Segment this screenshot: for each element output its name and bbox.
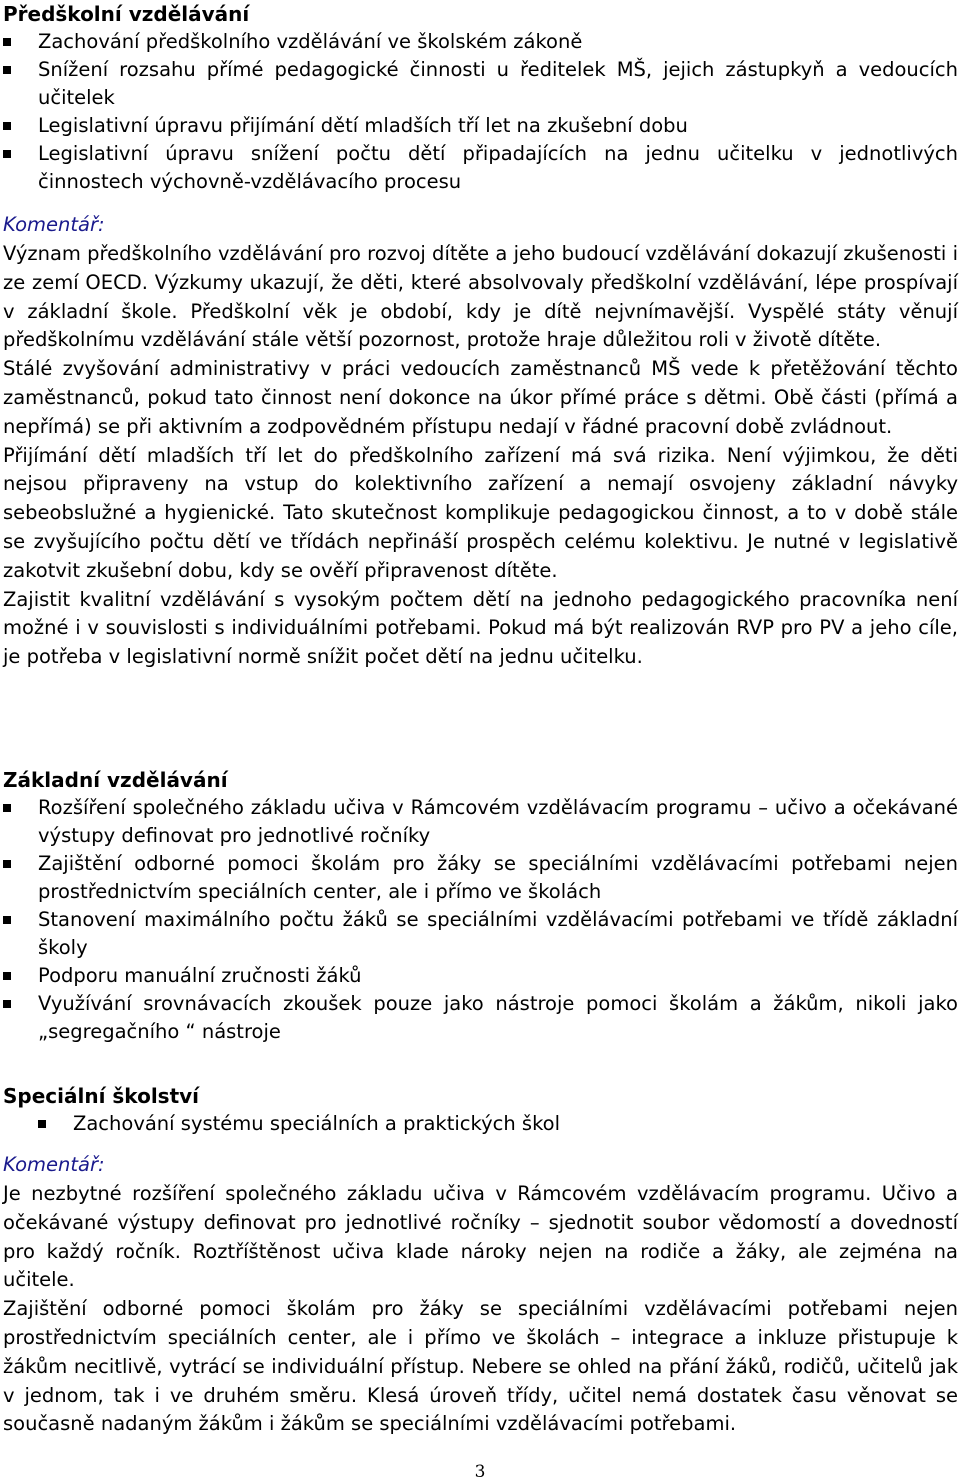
comment-label: Komentář: <box>3 213 105 236</box>
paragraph: Zajistit kvalitní vzdělávání s vysokým počtem dětí na jednoho pedagogického pracovníka není možné i v souvislosti s individuálními potřebami. Pokud má být realizován RVP pro PV a jeho cíle, je potřeba v legislativní normě snížit počet dětí na jednu učitelku. <box>3 587 958 669</box>
bullet-item: Zajištění odborné pomoci školám pro žáky se speciálními vzdělávacími potřebami nejen prostřednictvím speciálních center, ale i přímo ve školách <box>3 850 958 906</box>
bullet-item: Zachování předškolního vzdělávání ve školském zákoně <box>3 28 958 56</box>
page-number: 3 <box>474 1462 486 1482</box>
paragraph: Zajištění odborné pomoci školám pro žáky se speciálními vzdělávacími potřebami nejen prostřednictvím speciálních center, ale i přímo ve školách – integrace a inkluze přistupuje k žákům necitlivě, vytrácí se individuální přístup. Nebere se ohled na přání žáků, rodičů, učitelů jak v jednom, tak i ve druhém směru. Klesá úroveň třídy, učitel nemá dostatek času věnovat se současně nadaným žákům i žákům se speciálními vzdělávacími potřebami. <box>3 1297 958 1436</box>
bullet-item: Podporu manuální zručnosti žáků <box>3 962 958 990</box>
paragraph: Je nezbytné rozšíření společného základu učiva v Rámcovém vzdělávacím programu. Učivo a očekávané výstupy definovat pro jednotlivé ročníky – sjednotit soubor vědomostí a dovedností pro každý ročník. Roztříštěnost učiva klade nároky nejen na rodiče a žáky, ale zejména na učitele. <box>3 1182 958 1292</box>
section-heading: Speciální školství <box>3 1084 200 1108</box>
paragraph: Přijímání dětí mladších tří let do předškolního zařízení má svá rizika. Není výjimkou, že děti nejsou připraveny na vstup do kolektivního zařízení a nemají osvojeny základní návyky sebeobslužné a hygienické. Tato skutečnost komplikuje pedagogickou činnost, a to v době stále se zvyšujícího počtu dětí ve třídách nepřináší prospěch celému kolektivu. Je nutné v legislativě zakotvit zkušební dobu, kdy se ověří připravenost dítěte. <box>3 443 958 582</box>
bullet-item: Snížení rozsahu přímé pedagogické činnosti u ředitelek MŠ, jejich zástupkyň a vedoucích učitelek <box>3 56 958 112</box>
bullet-item: Rozšíření společného základu učiva v Rámcovém vzdělávacím programu – učivo a očekávané výstupy definovat pro jednotlivé ročníky <box>3 794 958 850</box>
comment-label: Komentář: <box>3 1153 105 1176</box>
bullet-list <box>3 1110 958 1138</box>
section-heading: Předškolní vzdělávání <box>3 2 250 26</box>
section-heading: Základní vzdělávání <box>3 768 228 792</box>
bullet-item: Zachování systému speciálních a praktických škol <box>3 1110 958 1138</box>
bullet-list <box>3 28 958 196</box>
section-preschool <box>3 0 958 672</box>
paragraph: Stálé zvyšování administrativy v práci vedoucích zaměstnanců MŠ vede k přetěžování těchto zaměstnanců, pokud tato činnost není dokonce na úkor přímé práce s dětmi. Obě části (přímá a nepřímá) se při aktivním a zodpovědném přístupu nedají v řádné pracovní době zvládnout. <box>3 357 958 438</box>
section-basic-education <box>3 766 958 1046</box>
bullet-item: Legislativní úpravu snížení počtu dětí připadajících na jednu učitelku v jednotlivých činnostech výchovně-vzdělávacího procesu <box>3 140 958 196</box>
bullet-item: Využívání srovnávacích zkoušek pouze jako nástroje pomoci školám a žákům, nikoli jako „segregačního “ nástroje <box>3 990 958 1046</box>
section-special-education <box>3 1082 958 1439</box>
bullet-item: Legislativní úpravu přijímání dětí mladších tří let na zkušební dobu <box>3 112 958 140</box>
paragraph: Význam předškolního vzdělávání pro rozvoj dítěte a jeho budoucí vzdělávání dokazují zkušenosti i ze zemí OECD. Výzkumy ukazují, že děti, které absolvovaly předškolní vzdělávání, lépe prospívají v základní škole. Předškolní věk je období, kdy je dítě nejvnímavější. Vyspělé státy věnují předškolnímu vzdělávání stále větší pozornost, protože hraje důležitou roli v životě dítěte. <box>3 242 958 352</box>
bullet-item: Stanovení maximálního počtu žáků se speciálními vzdělávacími potřebami ve třídě základní školy <box>3 906 958 962</box>
bullet-list <box>3 794 958 1046</box>
